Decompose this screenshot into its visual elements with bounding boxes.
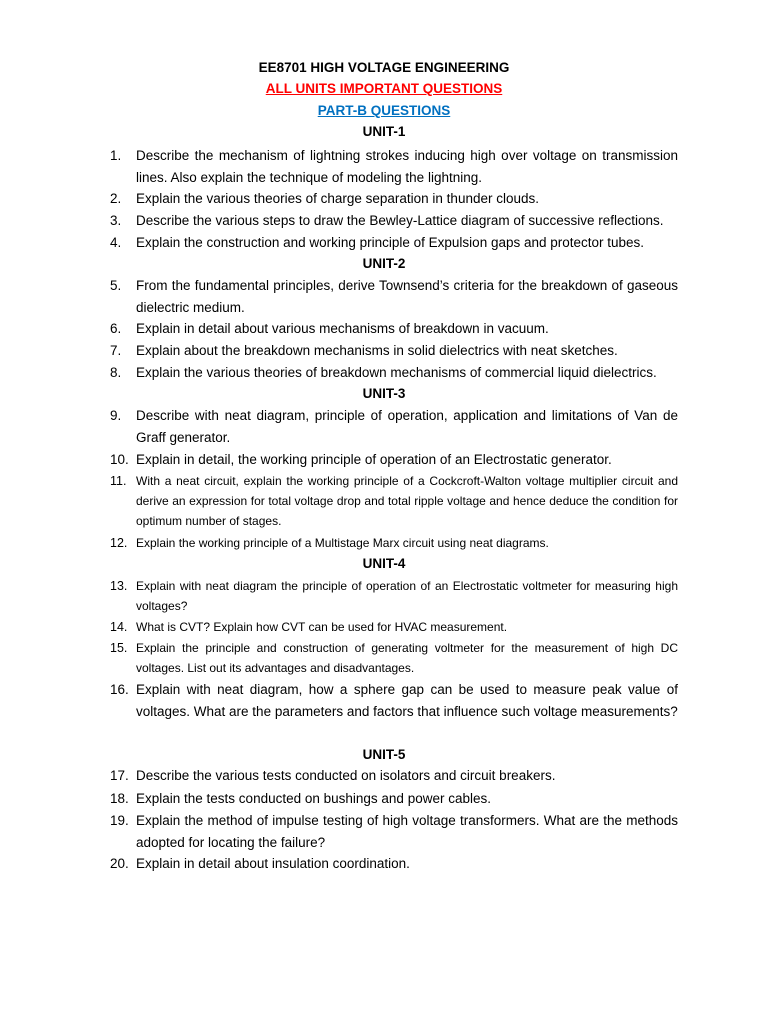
document-subtitle: ALL UNITS IMPORTANT QUESTIONS bbox=[265, 81, 503, 96]
question-text: Explain in detail about insulation coordination. bbox=[136, 856, 410, 871]
question-number: 8. bbox=[110, 365, 122, 380]
question-number: 10. bbox=[110, 452, 129, 467]
question-number: 1. bbox=[110, 148, 122, 163]
question-text: Explain the principle and construction of generating voltmeter for the measurement of high DC voltages. List out its advantages and disadvantages. bbox=[136, 641, 678, 675]
question-text: Explain the construction and working principle of Expulsion gaps and protector tubes. bbox=[136, 235, 645, 250]
question-number: 12. bbox=[110, 536, 128, 550]
unit-heading: UNIT-5 bbox=[362, 747, 406, 762]
question-number: 6. bbox=[110, 321, 122, 336]
question-text: Explain the tests conducted on bushings and power cables. bbox=[136, 791, 491, 806]
course-title: EE8701 HIGH VOLTAGE ENGINEERING bbox=[258, 60, 510, 75]
question-number: 18. bbox=[110, 791, 129, 806]
question-text: Describe with neat diagram, principle of operation, application and limitations of Van de Graff generator. bbox=[136, 408, 678, 445]
unit-heading: UNIT-3 bbox=[362, 386, 406, 401]
unit-heading: UNIT-2 bbox=[362, 256, 406, 271]
question-text: Explain with neat diagram the principle of operation of an Electrostatic voltmeter for measuring high voltages? bbox=[136, 579, 678, 613]
question-number: 2. bbox=[110, 191, 122, 206]
part-heading: PART-B QUESTIONS bbox=[317, 103, 451, 118]
question-text: Describe the various steps to draw the Bewley-Lattice diagram of successive reflections. bbox=[136, 213, 664, 228]
question-text: Explain in detail, the working principle of operation of an Electrostatic generator. bbox=[136, 452, 612, 467]
question-number: 13. bbox=[110, 579, 128, 593]
question-text: Explain with neat diagram, how a sphere gap can be used to measure peak value of voltages. What are the parameters and factors that influence such voltage measurements? bbox=[136, 682, 678, 719]
question-number: 9. bbox=[110, 408, 122, 423]
question-number: 14. bbox=[110, 620, 128, 634]
question-text: From the fundamental principles, derive Townsend’s criteria for the breakdown of gaseous dielectric medium. bbox=[136, 278, 678, 315]
question-number: 11. bbox=[110, 474, 127, 488]
unit-heading: UNIT-1 bbox=[362, 124, 406, 139]
question-number: 20. bbox=[110, 856, 129, 871]
question-text: Describe the mechanism of lightning strokes inducing high over voltage on transmission lines. Also explain the technique of modeling the lightning. bbox=[136, 148, 678, 185]
question-number: 17. bbox=[110, 768, 129, 783]
question-number: 7. bbox=[110, 343, 122, 358]
question-number: 19. bbox=[110, 813, 129, 828]
question-text: Explain the method of impulse testing of high voltage transformers. What are the methods adopted for locating the failure? bbox=[136, 813, 678, 850]
question-text: Explain the working principle of a Multistage Marx circuit using neat diagrams. bbox=[136, 536, 549, 550]
question-text: Explain the various theories of charge separation in thunder clouds. bbox=[136, 191, 539, 206]
question-number: 16. bbox=[110, 682, 129, 697]
question-number: 15. bbox=[110, 641, 128, 655]
question-text: With a neat circuit, explain the working principle of a Cockcroft-Walton voltage multiplier circuit and derive an expression for total voltage drop and total ripple voltage and hence deduce the condition for optimum number of stages. bbox=[136, 474, 678, 528]
question-text: Describe the various tests conducted on isolators and circuit breakers. bbox=[136, 768, 556, 783]
question-text: What is CVT? Explain how CVT can be used for HVAC measurement. bbox=[136, 620, 508, 634]
question-text: Explain the various theories of breakdown mechanisms of commercial liquid dielectrics. bbox=[136, 365, 657, 380]
question-text: Explain about the breakdown mechanisms in solid dielectrics with neat sketches. bbox=[136, 343, 618, 358]
question-number: 3. bbox=[110, 213, 122, 228]
question-number: 4. bbox=[110, 235, 122, 250]
question-number: 5. bbox=[110, 278, 122, 293]
unit-heading: UNIT-4 bbox=[362, 556, 406, 571]
question-text: Explain in detail about various mechanisms of breakdown in vacuum. bbox=[136, 321, 549, 336]
